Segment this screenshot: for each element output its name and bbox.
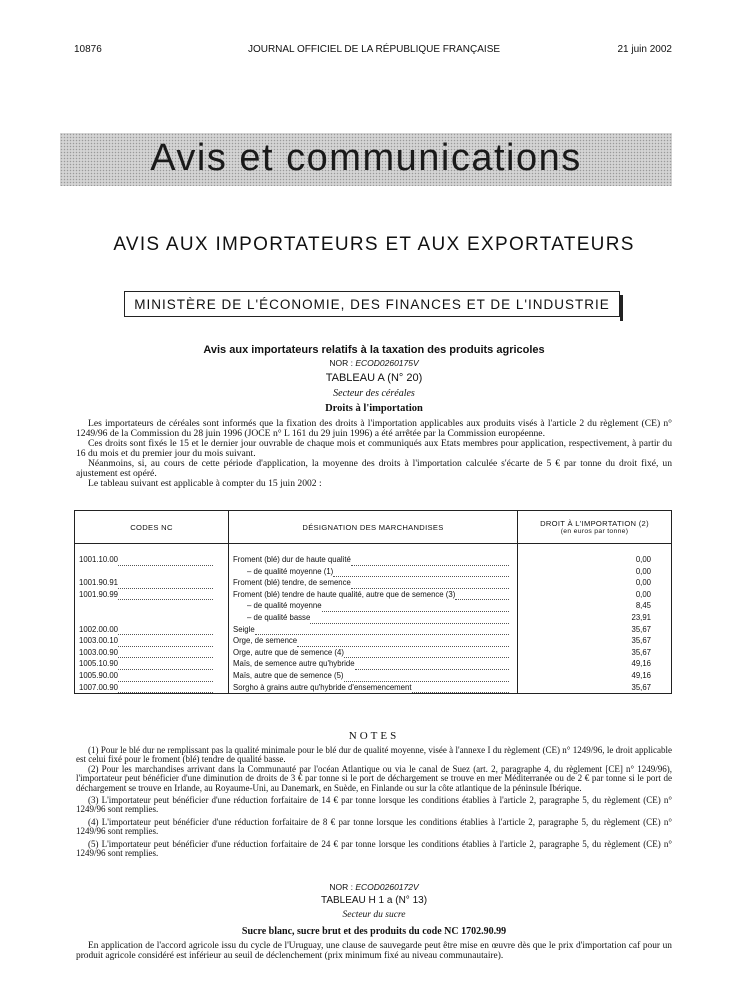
dot-leader xyxy=(344,650,509,658)
table-header-row xyxy=(75,511,672,544)
table-row xyxy=(75,600,672,612)
duty-value: 35,67 xyxy=(518,682,672,694)
import-duties-table xyxy=(74,510,672,694)
designation-cell xyxy=(229,554,518,566)
nc-code-cell xyxy=(75,658,229,670)
note-item: (5) L'importateur peut bénéficier d'une réduction forfaitaire de 24 € par tonne lorsque les conditions établies à l'article 2, paragraphe 5, du règlement (CE) n° 1249/96 sont remplies. xyxy=(76,838,672,859)
dot-leader xyxy=(118,662,213,670)
nc-code: 1002.00.00 xyxy=(79,624,119,634)
table-row xyxy=(75,682,672,694)
nc-code-cell xyxy=(75,566,229,578)
nc-code-cell xyxy=(75,624,229,636)
tableau-label: TABLEAU A (N° 20) xyxy=(325,372,423,384)
notice-subtitle: Droits à l'importation xyxy=(325,403,423,414)
dot-leader xyxy=(344,674,509,682)
designation-cell xyxy=(229,589,518,601)
dot-leader xyxy=(355,662,509,670)
table-spacer xyxy=(75,544,672,555)
nc-code: 1003.00.90 xyxy=(79,647,119,657)
designation-cell xyxy=(229,612,518,624)
dot-leader xyxy=(412,685,509,693)
duty-value: 23,91 xyxy=(518,612,672,624)
designation: Froment (blé) tendre, de semence xyxy=(233,578,351,588)
duty-value: 49,16 xyxy=(518,658,672,670)
paragraph: Le tableau suivant est applicable à compter du 15 juin 2002 : xyxy=(88,478,322,489)
droit-unit: (en euros par tonne) xyxy=(560,528,629,535)
designation: Sorgho à grains autre qu'hybride d'ensemencement xyxy=(233,682,412,692)
designation: – de qualité basse xyxy=(247,612,311,622)
dot-leader xyxy=(322,604,509,612)
designation-cell xyxy=(229,658,518,670)
page-number: 10876 xyxy=(74,44,102,55)
nc-code-cell xyxy=(75,600,229,612)
dot-leader xyxy=(118,581,213,589)
nc-code: 1001.90.99 xyxy=(79,589,119,599)
nc-code-cell xyxy=(75,612,229,624)
table-row xyxy=(75,624,672,636)
table-row xyxy=(75,566,672,578)
nc-code: 1001.90.91 xyxy=(79,578,119,588)
designation-cell xyxy=(229,647,518,659)
dot-leader xyxy=(333,569,509,577)
duty-value: 0,00 xyxy=(518,554,672,566)
dot-leader xyxy=(118,558,213,566)
duty-value: 0,00 xyxy=(518,566,672,578)
nc-code-cell xyxy=(75,589,229,601)
notice-title: Avis aux importateurs relatifs à la taxation des produits agricoles xyxy=(203,344,545,356)
paragraph: Les importateurs de céréales sont informés que la fixation des droits à l'importation applicables aux produits visés à l'article 2 du règlement (CE) n° 1249/96 de la Commission du 28 juin 1996 (JOCE n° L 161 du 29 juin 1996) a été arrêtée par la Commission européenne. xyxy=(76,418,672,439)
nor-code: ECOD0260175V xyxy=(355,358,419,368)
section-title: AVIS AUX IMPORTATEURS ET AUX EXPORTATEURS xyxy=(113,234,635,255)
nc-code-cell xyxy=(75,635,229,647)
nc-code: 1001.10.00 xyxy=(79,555,119,564)
dot-leader xyxy=(297,639,509,647)
note-item: (3) L'importateur peut bénéficier d'une réduction forfaitaire de 14 € par tonne lorsque les conditions établies à l'article 2, paragraphe 5, du règlement (CE) n° 1249/96 sont remplies. xyxy=(76,795,672,815)
dot-leader xyxy=(118,627,213,635)
designation: Orge, autre que de semence (4) xyxy=(233,647,344,657)
section-banner xyxy=(60,133,672,186)
paragraph: Ces droits sont fixés le 15 et le dernier jour ouvrable de chaque mois et communiqués aux Etats membres pour application, respectivement, à partir du 16 du mois et du premier jour du mois suivant. xyxy=(76,438,672,459)
nor-label: NOR : xyxy=(329,358,356,368)
dot-leader xyxy=(351,581,509,589)
dot-leader xyxy=(118,650,213,658)
note-item: (1) Pour le blé dur ne remplissant pas la qualité minimale pour le blé dur de qualité moyenne, visée à l'annexe I du règlement (CE) n° 1249/96, le droit applicable est celui fixé pour le froment (blé) tendre de qualité basse. xyxy=(76,745,672,765)
designation-cell xyxy=(229,682,518,694)
nc-code-cell xyxy=(75,647,229,659)
nor-reference-2 xyxy=(0,882,748,892)
nc-code-cell xyxy=(75,682,229,694)
table-row xyxy=(75,658,672,670)
designation: Seigle xyxy=(233,624,255,634)
note-item: (4) L'importateur peut bénéficier d'une réduction forfaitaire de 8 € par tonne lorsque les conditions établies à l'article 2, paragraphe 5, du règlement (CE) n° 1249/96 sont remplies. xyxy=(76,816,672,837)
designation: Froment (blé) dur de haute qualité xyxy=(233,555,351,564)
nc-code: 1005.10.90 xyxy=(79,659,119,669)
dot-leader xyxy=(118,685,213,693)
table-row xyxy=(75,577,672,589)
notice-subtitle-2: Sucre blanc, sucre brut et des produits du code NC 1702.90.99 xyxy=(241,926,507,937)
duty-value: 35,67 xyxy=(518,647,672,659)
table-row xyxy=(75,612,672,624)
secteur-label-2: Secteur du sucre xyxy=(342,910,406,920)
dot-leader xyxy=(118,639,213,647)
designation-cell xyxy=(229,670,518,682)
droit-label: DROIT À L'IMPORTATION (2) xyxy=(540,519,649,528)
designation-cell xyxy=(229,635,518,647)
tableau-label-2: TABLEAU H 1 a (N° 13) xyxy=(320,895,428,906)
table-row xyxy=(75,554,672,566)
dot-leader xyxy=(310,616,509,624)
designation: Maïs, de semence autre qu'hybride xyxy=(233,659,355,669)
note-item: (2) Pour les marchandises arrivant dans la Communauté par l'océan Atlantique ou via le canal de Suez (art. 2, paragraphe 4, du règlement [CE] n° 1249/96), l'importateur peut bénéficier d'une diminution de droits de 3 € par tonne si le port de déchargement se trouve en mer Méditerranée ou de 2 € par tonne si le port de déchargement se trouve en Irlande, au Royaume-Uni, au Danemark, en Suède, en Finlande ou sur la côte atlantique de la péninsule Ibérique. xyxy=(76,763,672,793)
nc-code: 1003.00.10 xyxy=(79,636,119,646)
duty-value: 49,16 xyxy=(518,670,672,682)
table-body xyxy=(75,544,672,694)
duty-value: 0,00 xyxy=(518,589,672,601)
table-row xyxy=(75,670,672,682)
nc-code-cell xyxy=(75,670,229,682)
dot-leader xyxy=(118,674,213,682)
column-header-designation: DÉSIGNATION DES MARCHANDISES xyxy=(229,511,518,544)
table-row xyxy=(75,589,672,601)
duty-value: 0,00 xyxy=(518,577,672,589)
dot-leader xyxy=(455,592,509,600)
dot-leader xyxy=(351,558,509,566)
nc-code: 1007.00.90 xyxy=(79,682,119,692)
duty-value: 35,67 xyxy=(518,635,672,647)
ministry-box: MINISTÈRE DE L'ÉCONOMIE, DES FINANCES ET DE L'INDUSTRIE xyxy=(124,291,620,317)
nor-label-2: NOR : xyxy=(329,882,356,892)
nc-code-cell xyxy=(75,554,229,566)
publication-date: 21 juin 2002 xyxy=(617,44,672,55)
table-row xyxy=(75,635,672,647)
notes-heading: NOTES xyxy=(348,730,400,742)
banner-title: Avis et communications xyxy=(150,137,582,179)
designation: – de qualité moyenne xyxy=(247,601,322,611)
designation-cell xyxy=(229,624,518,636)
nor-reference xyxy=(0,358,748,368)
duty-value: 35,67 xyxy=(518,624,672,636)
dot-leader xyxy=(255,627,509,635)
designation: Orge, de semence xyxy=(233,636,298,646)
designation-cell xyxy=(229,600,518,612)
notes-body xyxy=(76,746,672,858)
dot-leader xyxy=(118,592,213,600)
notice2-paragraph: En application de l'accord agricole issu du cycle de l'Uruguay, une clause de sauvegarde peut être mise en œuvre dès que le prix d'importation caf pour un produit agricole considéré est inférieur au seuil de déclenchement (prix minimum fixé au niveau communautaire). xyxy=(76,941,672,961)
notice-body xyxy=(76,419,672,489)
designation-cell xyxy=(229,577,518,589)
table-row xyxy=(75,647,672,659)
journal-title: JOURNAL OFFICIEL DE LA RÉPUBLIQUE FRANÇAISE xyxy=(247,44,501,55)
designation: Maïs, autre que de semence (5) xyxy=(233,670,344,680)
paragraph: Néanmoins, si, au cours de cette période d'application, la moyenne des droits à l'importation calculée s'écarte de 5 € par tonne du droit fixé, un ajustement est opéré. xyxy=(76,458,672,479)
nor-code-2: ECOD0260172V xyxy=(355,882,419,892)
nc-code-cell xyxy=(75,577,229,589)
column-header-codes: CODES NC xyxy=(75,511,229,544)
designation: – de qualité moyenne (1) xyxy=(247,566,334,576)
duty-value: 8,45 xyxy=(518,600,672,612)
column-header-droit xyxy=(518,511,672,544)
nc-code: 1005.90.00 xyxy=(79,670,119,680)
secteur-label: Secteur des céréales xyxy=(333,388,415,399)
designation: Froment (blé) tendre de haute qualité, autre que de semence (3) xyxy=(233,589,456,599)
designation-cell xyxy=(229,566,518,578)
